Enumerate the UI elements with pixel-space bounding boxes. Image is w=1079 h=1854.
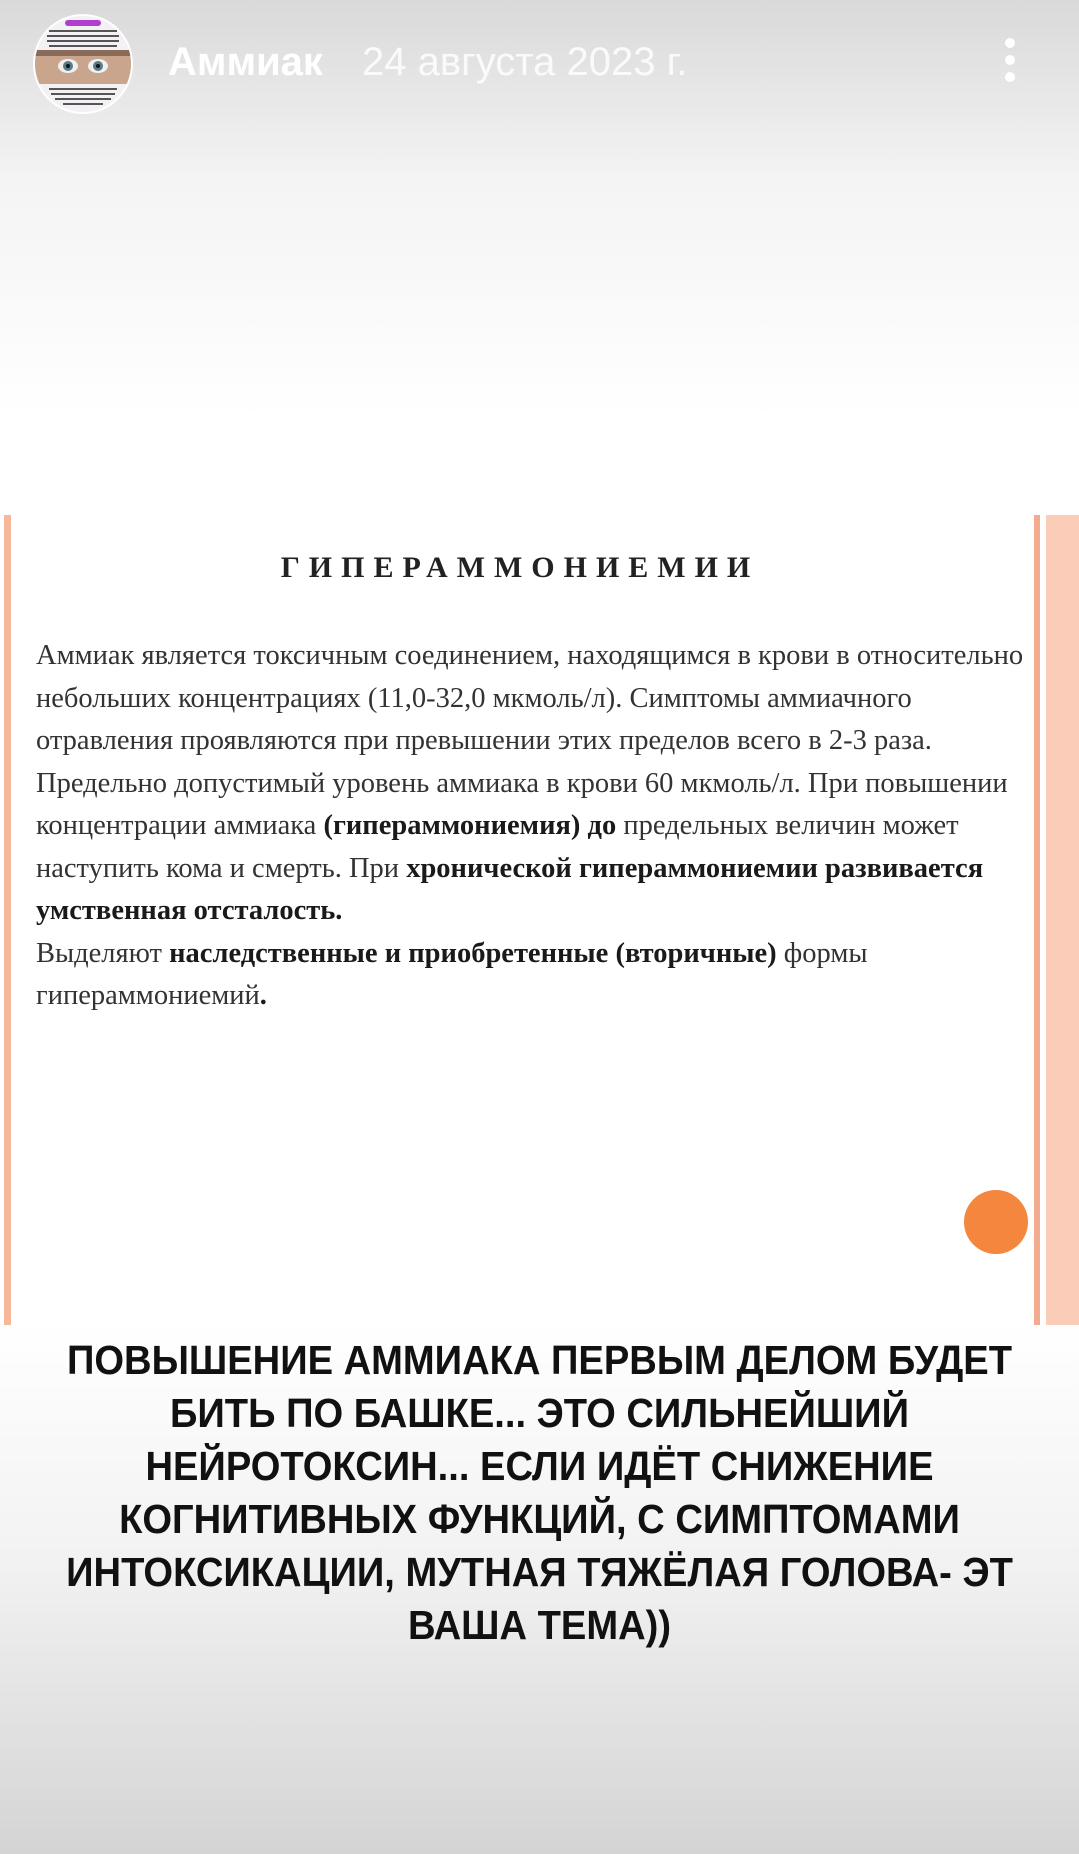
text-run: предельных величин может наступить кома и смерть. При bbox=[36, 810, 959, 884]
more-dot-icon bbox=[1005, 72, 1015, 82]
bold-run: хронической гипераммониемии развивается умственная отсталость. bbox=[36, 852, 984, 926]
story-date: 24 августа 2023 г. bbox=[362, 40, 688, 84]
text-run: Выделяют bbox=[36, 937, 170, 969]
slide-title: ГИПЕРАММОНИЕМИИ bbox=[280, 551, 760, 584]
story-caption: ПОВЫШЕНИЕ АММИАКА ПЕРВЫМ ДЕЛОМ БУДЕТ БИТЬ ПО БАШКЕ... ЭТО СИЛЬНЕЙШИЙ НЕЙРОТОКСИН... ЕСЛИ ИДЁТ СНИЖЕНИЕ КОГНИТИВНЫХ ФУНКЦИЙ, С СИМПТОМАМИ ИНТОКСИКАЦИИ, МУТНАЯ ТЯЖЁЛАЯ ГОЛОВА- ЭТ ВАША ТЕМА)) bbox=[66, 1337, 1013, 1648]
slide-border-left bbox=[4, 515, 11, 1325]
avatar-image bbox=[35, 16, 131, 112]
bold-run: (гипераммониемия) до bbox=[323, 810, 617, 841]
bold-run: наследственные и приобретенные (вторичные) bbox=[169, 937, 777, 969]
more-dot-icon bbox=[1005, 55, 1015, 65]
slide-paragraph bbox=[36, 933, 1026, 1018]
slide-border-right-wide bbox=[1046, 515, 1079, 1325]
slide-orange-dot bbox=[964, 1190, 1028, 1254]
more-options-button[interactable] bbox=[990, 30, 1030, 90]
slide-body bbox=[36, 635, 1026, 1018]
text-run: формы гипераммониемий bbox=[36, 937, 868, 1011]
story-username[interactable]: Аммиак bbox=[168, 40, 323, 84]
text-run: Аммиак является токсичным соединением, находящимся в крови в относительно небольших концентрациях (11,0-32,0 мкмоль/л). Симптомы аммиачного отравления проявляются при превышении этих пределов всего в 2-3 раза. Предельно допустимый уровень аммиака в крови 60 мкмоль/л. При повышении концентрации аммиака bbox=[36, 640, 1024, 841]
profile-avatar[interactable] bbox=[35, 16, 131, 112]
slide-image bbox=[0, 515, 1079, 1325]
story-header bbox=[0, 0, 1079, 130]
more-dot-icon bbox=[1005, 38, 1015, 48]
bold-run: . bbox=[259, 980, 267, 1011]
slide-border-right bbox=[1034, 515, 1040, 1325]
slide-paragraph bbox=[36, 635, 1026, 933]
